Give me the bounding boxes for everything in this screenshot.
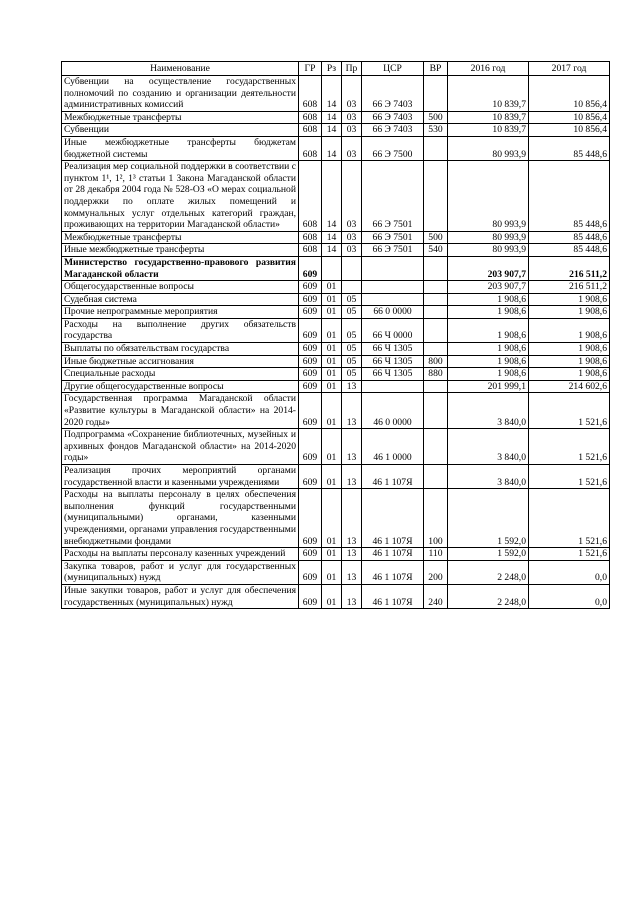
cell-y2016: 1 908,6 bbox=[448, 306, 529, 319]
cell-csr bbox=[362, 256, 424, 280]
table-row bbox=[62, 560, 610, 584]
table-row bbox=[62, 489, 610, 548]
table-row bbox=[62, 256, 610, 280]
cell-csr: 66 Э 7403 bbox=[362, 76, 424, 112]
cell-pr: 03 bbox=[342, 244, 362, 257]
cell-csr bbox=[362, 380, 424, 393]
cell-gr: 608 bbox=[299, 161, 322, 232]
cell-pr: 03 bbox=[342, 124, 362, 137]
cell-y2017: 216 511,2 bbox=[529, 256, 610, 280]
cell-y2017: 1 908,6 bbox=[529, 318, 610, 342]
cell-csr: 46 1 107Я bbox=[362, 560, 424, 584]
cell-name: Субвенции на осуществление государственных полномочий по созданию и организации деятельности административных комиссий bbox=[62, 76, 299, 112]
cell-gr: 609 bbox=[299, 306, 322, 319]
cell-name: Специальные расходы bbox=[62, 368, 299, 381]
cell-rz: 14 bbox=[322, 76, 342, 112]
cell-name: Иные межбюджетные трансферты bbox=[62, 244, 299, 257]
table-row bbox=[62, 111, 610, 124]
cell-pr: 13 bbox=[342, 429, 362, 465]
table-row bbox=[62, 548, 610, 561]
cell-name: Расходы на выплаты персоналу в целях обеспечения выполнения функций государственными (муниципальными) органами, казенными учреждениями, органами управления государственными внебюджетными фондами bbox=[62, 489, 299, 548]
cell-y2016: 10 839,7 bbox=[448, 76, 529, 112]
cell-rz: 01 bbox=[322, 318, 342, 342]
cell-csr: 66 0 0000 bbox=[362, 306, 424, 319]
cell-rz: 01 bbox=[322, 281, 342, 294]
cell-pr: 05 bbox=[342, 306, 362, 319]
cell-y2016: 1 908,6 bbox=[448, 343, 529, 356]
cell-name: Субвенции bbox=[62, 124, 299, 137]
cell-y2017: 1 908,6 bbox=[529, 355, 610, 368]
header-csr: ЦСР bbox=[362, 62, 424, 76]
cell-name: Иные бюджетные ассигнования bbox=[62, 355, 299, 368]
header-2016: 2016 год bbox=[448, 62, 529, 76]
cell-pr: 13 bbox=[342, 548, 362, 561]
cell-vr bbox=[424, 281, 448, 294]
cell-gr: 609 bbox=[299, 429, 322, 465]
cell-rz: 01 bbox=[322, 584, 342, 608]
cell-rz: 14 bbox=[322, 111, 342, 124]
cell-y2016: 201 999,1 bbox=[448, 380, 529, 393]
cell-pr: 13 bbox=[342, 393, 362, 429]
table-row bbox=[62, 465, 610, 489]
cell-pr: 03 bbox=[342, 161, 362, 232]
table-row bbox=[62, 368, 610, 381]
table-row bbox=[62, 355, 610, 368]
cell-name: Межбюджетные трансферты bbox=[62, 111, 299, 124]
cell-vr bbox=[424, 161, 448, 232]
cell-csr: 66 Ч 0000 bbox=[362, 318, 424, 342]
cell-vr bbox=[424, 76, 448, 112]
cell-gr: 608 bbox=[299, 76, 322, 112]
cell-name: Другие общегосударственные вопросы bbox=[62, 380, 299, 393]
cell-y2016: 1 908,6 bbox=[448, 355, 529, 368]
table-row bbox=[62, 244, 610, 257]
cell-pr: 05 bbox=[342, 368, 362, 381]
cell-gr: 609 bbox=[299, 393, 322, 429]
cell-csr: 66 Э 7403 bbox=[362, 111, 424, 124]
cell-y2017: 214 602,6 bbox=[529, 380, 610, 393]
cell-name: Государственная программа Магаданской области «Развитие культуры в Магаданской области» на 2014-2020 годы» bbox=[62, 393, 299, 429]
cell-pr bbox=[342, 281, 362, 294]
cell-y2017: 1 521,6 bbox=[529, 429, 610, 465]
cell-gr: 609 bbox=[299, 489, 322, 548]
table-row bbox=[62, 124, 610, 137]
cell-pr: 05 bbox=[342, 343, 362, 356]
cell-pr: 03 bbox=[342, 231, 362, 244]
cell-rz: 01 bbox=[322, 306, 342, 319]
cell-rz: 14 bbox=[322, 161, 342, 232]
cell-y2017: 1 521,6 bbox=[529, 465, 610, 489]
cell-y2016: 1 908,6 bbox=[448, 293, 529, 306]
cell-csr: 46 0 0000 bbox=[362, 393, 424, 429]
cell-y2017: 1 908,6 bbox=[529, 343, 610, 356]
cell-vr bbox=[424, 380, 448, 393]
table-row bbox=[62, 281, 610, 294]
cell-vr bbox=[424, 393, 448, 429]
cell-y2016: 80 993,9 bbox=[448, 244, 529, 257]
cell-rz: 01 bbox=[322, 465, 342, 489]
cell-vr bbox=[424, 306, 448, 319]
cell-rz: 01 bbox=[322, 393, 342, 429]
cell-pr: 03 bbox=[342, 136, 362, 160]
cell-csr: 66 Э 7501 bbox=[362, 161, 424, 232]
cell-gr: 608 bbox=[299, 231, 322, 244]
cell-gr: 609 bbox=[299, 281, 322, 294]
cell-pr: 05 bbox=[342, 355, 362, 368]
table-row bbox=[62, 429, 610, 465]
cell-name: Подпрограмма «Сохранение библиотечных, музейных и архивных фондов Магаданской области» на 2014-2020 годы» bbox=[62, 429, 299, 465]
table-row bbox=[62, 161, 610, 232]
table-header-row bbox=[62, 62, 610, 76]
cell-csr: 46 1 107Я bbox=[362, 489, 424, 548]
header-name: Наименование bbox=[62, 62, 299, 76]
cell-name: Судебная система bbox=[62, 293, 299, 306]
table-row bbox=[62, 584, 610, 608]
cell-y2017: 10 856,4 bbox=[529, 76, 610, 112]
cell-name: Иные закупки товаров, работ и услуг для обеспечения государственных (муниципальных) нужд bbox=[62, 584, 299, 608]
table-row bbox=[62, 293, 610, 306]
cell-name: Иные межбюджетные трансферты бюджетам бюджетной системы bbox=[62, 136, 299, 160]
cell-pr bbox=[342, 256, 362, 280]
cell-pr: 05 bbox=[342, 293, 362, 306]
table-row bbox=[62, 306, 610, 319]
cell-name: Расходы на выплаты персоналу казенных учреждений bbox=[62, 548, 299, 561]
cell-gr: 608 bbox=[299, 244, 322, 257]
cell-rz: 01 bbox=[322, 560, 342, 584]
cell-gr: 609 bbox=[299, 293, 322, 306]
cell-y2017: 1 521,6 bbox=[529, 489, 610, 548]
header-rz: Рз bbox=[322, 62, 342, 76]
header-gr: ГР bbox=[299, 62, 322, 76]
cell-gr: 609 bbox=[299, 368, 322, 381]
cell-rz: 14 bbox=[322, 231, 342, 244]
cell-vr bbox=[424, 256, 448, 280]
cell-csr: 66 Ч 1305 bbox=[362, 368, 424, 381]
cell-y2016: 10 839,7 bbox=[448, 124, 529, 137]
cell-csr: 66 Э 7501 bbox=[362, 231, 424, 244]
cell-gr: 608 bbox=[299, 111, 322, 124]
cell-y2017: 1 908,6 bbox=[529, 306, 610, 319]
cell-vr bbox=[424, 293, 448, 306]
cell-y2016: 1 908,6 bbox=[448, 368, 529, 381]
cell-y2017: 85 448,6 bbox=[529, 136, 610, 160]
header-vr: ВР bbox=[424, 62, 448, 76]
cell-vr bbox=[424, 343, 448, 356]
cell-y2016: 80 993,9 bbox=[448, 231, 529, 244]
cell-rz: 01 bbox=[322, 489, 342, 548]
cell-y2016: 1 592,0 bbox=[448, 548, 529, 561]
budget-table bbox=[61, 61, 610, 609]
cell-gr: 609 bbox=[299, 355, 322, 368]
cell-rz: 01 bbox=[322, 368, 342, 381]
cell-name: Расходы на выполнение других обязательств государства bbox=[62, 318, 299, 342]
cell-pr: 13 bbox=[342, 489, 362, 548]
cell-name: Выплаты по обязательствам государства bbox=[62, 343, 299, 356]
cell-rz: 14 bbox=[322, 136, 342, 160]
cell-y2016: 203 907,7 bbox=[448, 256, 529, 280]
cell-csr: 66 Ч 1305 bbox=[362, 355, 424, 368]
cell-y2016: 10 839,7 bbox=[448, 111, 529, 124]
cell-pr: 13 bbox=[342, 465, 362, 489]
cell-y2017: 0,0 bbox=[529, 584, 610, 608]
cell-y2016: 3 840,0 bbox=[448, 393, 529, 429]
cell-rz: 01 bbox=[322, 380, 342, 393]
cell-name: Прочие непрограммные мероприятия bbox=[62, 306, 299, 319]
cell-y2017: 10 856,4 bbox=[529, 111, 610, 124]
table-row bbox=[62, 231, 610, 244]
cell-csr bbox=[362, 293, 424, 306]
cell-vr: 500 bbox=[424, 111, 448, 124]
cell-rz: 14 bbox=[322, 244, 342, 257]
cell-rz: 01 bbox=[322, 293, 342, 306]
cell-vr bbox=[424, 318, 448, 342]
cell-gr: 609 bbox=[299, 318, 322, 342]
cell-vr bbox=[424, 136, 448, 160]
cell-pr: 13 bbox=[342, 380, 362, 393]
cell-y2017: 1 908,6 bbox=[529, 293, 610, 306]
cell-y2016: 2 248,0 bbox=[448, 584, 529, 608]
cell-csr: 66 Э 7501 bbox=[362, 244, 424, 257]
cell-gr: 609 bbox=[299, 465, 322, 489]
table-row bbox=[62, 380, 610, 393]
cell-y2016: 1 908,6 bbox=[448, 318, 529, 342]
cell-vr bbox=[424, 429, 448, 465]
cell-csr: 46 1 107Я bbox=[362, 584, 424, 608]
cell-gr: 608 bbox=[299, 136, 322, 160]
cell-pr: 13 bbox=[342, 584, 362, 608]
cell-pr: 03 bbox=[342, 76, 362, 112]
cell-csr: 66 Э 7500 bbox=[362, 136, 424, 160]
cell-vr: 110 bbox=[424, 548, 448, 561]
cell-vr: 240 bbox=[424, 584, 448, 608]
cell-gr: 608 bbox=[299, 124, 322, 137]
cell-name: Реализация прочих мероприятий органами государственной власти и казенными учреждениями bbox=[62, 465, 299, 489]
cell-vr: 530 bbox=[424, 124, 448, 137]
cell-csr: 46 1 107Я bbox=[362, 548, 424, 561]
cell-y2017: 1 521,6 bbox=[529, 393, 610, 429]
cell-name: Межбюджетные трансферты bbox=[62, 231, 299, 244]
cell-y2016: 80 993,9 bbox=[448, 136, 529, 160]
cell-vr: 200 bbox=[424, 560, 448, 584]
cell-csr: 46 1 107Я bbox=[362, 465, 424, 489]
table-row bbox=[62, 76, 610, 112]
cell-pr: 13 bbox=[342, 560, 362, 584]
cell-y2017: 10 856,4 bbox=[529, 124, 610, 137]
cell-rz: 01 bbox=[322, 343, 342, 356]
cell-vr: 500 bbox=[424, 231, 448, 244]
cell-y2016: 2 248,0 bbox=[448, 560, 529, 584]
cell-y2017: 85 448,6 bbox=[529, 244, 610, 257]
cell-y2016: 203 907,7 bbox=[448, 281, 529, 294]
cell-name: Министерство государственно-правового развития Магаданской области bbox=[62, 256, 299, 280]
table-row bbox=[62, 393, 610, 429]
cell-csr bbox=[362, 281, 424, 294]
cell-gr: 609 bbox=[299, 343, 322, 356]
cell-y2017: 1 908,6 bbox=[529, 368, 610, 381]
cell-name: Реализация мер социальной поддержки в соответствии с пунктом 1¹, 1², 1³ статьи 1 Закона Магаданской области от 28 декабря 2004 года № 528-ОЗ «О мерах социальной поддержки по оплате жилых помещений и коммунальных услуг отдельных категорий граждан, проживающих на территории Магаданской области» bbox=[62, 161, 299, 232]
cell-pr: 03 bbox=[342, 111, 362, 124]
cell-y2017: 1 521,6 bbox=[529, 548, 610, 561]
cell-rz: 01 bbox=[322, 548, 342, 561]
table-row bbox=[62, 343, 610, 356]
cell-pr: 05 bbox=[342, 318, 362, 342]
cell-y2016: 3 840,0 bbox=[448, 465, 529, 489]
cell-vr bbox=[424, 465, 448, 489]
cell-rz: 01 bbox=[322, 429, 342, 465]
table-row bbox=[62, 318, 610, 342]
cell-gr: 609 bbox=[299, 380, 322, 393]
cell-y2016: 80 993,9 bbox=[448, 161, 529, 232]
cell-gr: 609 bbox=[299, 560, 322, 584]
cell-name: Закупка товаров, работ и услуг для государственных (муниципальных) нужд bbox=[62, 560, 299, 584]
cell-y2016: 1 592,0 bbox=[448, 489, 529, 548]
cell-y2017: 216 511,2 bbox=[529, 281, 610, 294]
cell-vr: 880 bbox=[424, 368, 448, 381]
cell-gr: 609 bbox=[299, 256, 322, 280]
header-pr: Пр bbox=[342, 62, 362, 76]
cell-y2016: 3 840,0 bbox=[448, 429, 529, 465]
cell-csr: 46 1 0000 bbox=[362, 429, 424, 465]
header-2017: 2017 год bbox=[529, 62, 610, 76]
cell-csr: 66 Ч 1305 bbox=[362, 343, 424, 356]
cell-y2017: 85 448,6 bbox=[529, 161, 610, 232]
cell-rz: 01 bbox=[322, 355, 342, 368]
table-row bbox=[62, 136, 610, 160]
cell-vr: 800 bbox=[424, 355, 448, 368]
cell-y2017: 0,0 bbox=[529, 560, 610, 584]
cell-vr: 100 bbox=[424, 489, 448, 548]
cell-gr: 609 bbox=[299, 548, 322, 561]
cell-csr: 66 Э 7403 bbox=[362, 124, 424, 137]
cell-y2017: 85 448,6 bbox=[529, 231, 610, 244]
cell-vr: 540 bbox=[424, 244, 448, 257]
cell-rz bbox=[322, 256, 342, 280]
cell-name: Общегосударственные вопросы bbox=[62, 281, 299, 294]
cell-gr: 609 bbox=[299, 584, 322, 608]
cell-rz: 14 bbox=[322, 124, 342, 137]
